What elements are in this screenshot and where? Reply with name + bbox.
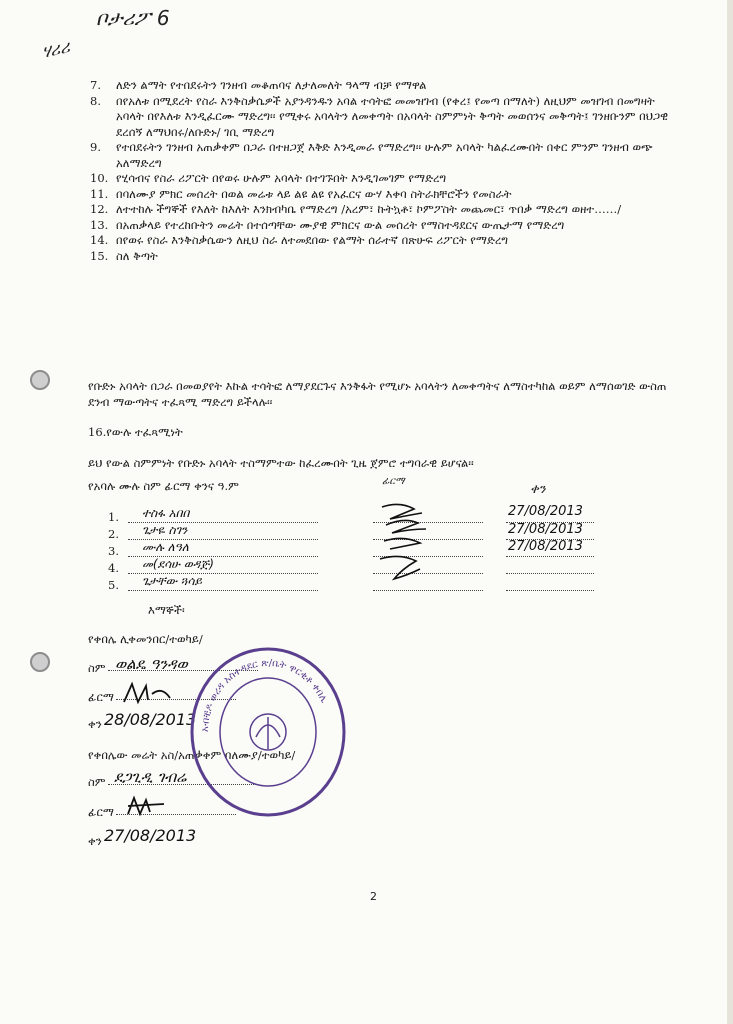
handwritten-sign-header: ፊርማ: [382, 476, 405, 487]
member-date: 27/08/2013: [508, 522, 583, 537]
receiver2-sign-label: ፊርማ: [88, 805, 114, 819]
receiver2-name: ደጋጊዲ ገብሬ: [114, 768, 187, 786]
member-name: ጌታቸው ጓሳይ: [142, 574, 202, 588]
section-16-text: ይህ የውል ስምምነት የቡድኑ አባላት ተስማምተው ከፈረሙበት ጊዜ ጀምሮ ተግባራዊ ይሆናል፡፡: [88, 456, 474, 470]
list-item: 12. ለተተከሉ ችግኞች የእለት ከእለት እንክብካቤ የማድረግ /አረም፣ ኩትኳቶ፣ ኮምፖስት መጨመር፣ ጥበቃ ማድረግ ወዘተ……/: [90, 202, 622, 216]
handwritten-corner-note: ቦታሪፖ 6: [96, 6, 170, 30]
table-row: 5. ጌታቸው ጓሳይ: [108, 578, 608, 594]
receiver1-title: የቀበሌ ሊቀመንበር/ተወካይ/: [88, 632, 203, 646]
receiver2-date-label: ቀን: [88, 834, 102, 848]
receiver1-name-label: ስም: [88, 661, 106, 675]
receiver1-sign-label: ፊርማ: [88, 690, 114, 704]
list-item: 11. በባለሙያ ምክር መሰረት በወል መሬቱ ላይ ልዩ ልዩ የአፈርና ውሃ እቀባ ስትራክቸሮችን የመስራት: [90, 186, 512, 201]
punch-hole-bottom: [30, 652, 50, 672]
stamp-text: አብቺዶ ወረዳ አስተዳደር ጽ/ቤት ዋርቂቶ ቀበሌ: [199, 657, 330, 733]
page-number: 2: [370, 890, 377, 903]
handwritten-margin-note: ሃሪሪ: [40, 37, 72, 63]
table-row: 3. ሙሉ ለዓለ 27/08/2013: [108, 544, 608, 560]
penalty-paragraph: የቡድኑ አባላት በጋራ በመወያየት እኩል ተሳትፎ ለማያደርጉና እንቅፋት የሚሆኑ አባላትን ለመቀጣትና ለማስተካከል ወይም ለማሰወገድ ውስጠ ደንብ ማውጣትና ተፈጻሚ ማድረግ ይችላሉ፡፡: [88, 379, 667, 409]
handwritten-date-header: ቀን: [530, 482, 546, 497]
list-item: 9. የተበደሩትን ገንዘብ አጠቃቀም በጋራ በተዘጋጀ እቅድ እንዲመራ የማድረግ፡፡ ሁሉም አባላት ካልፈረሙበት በቀር ምንም ገንዘብ ወጭ አለማድረግ: [90, 140, 653, 170]
member-date: 27/08/2013: [508, 504, 583, 519]
receiver1-date: 28/08/2013: [104, 710, 197, 729]
list-item: 13. በአጠቃላይ የተረከቡትን መሬት በተሰጣቸው ሙያዊ ምክርና ውል መሰረት የማስተዳደርና ውጤታማ የማድረግ: [90, 217, 565, 232]
table-row: 4. መ(ደሳሁ ወዳጅ): [108, 561, 608, 577]
receiver2-signature: [124, 794, 174, 820]
member-signatures-image: [370, 499, 450, 589]
list-item: 10. የሂሳብና የስራ ሪፖርት በየወሩ ሁሉም አባላት በተገኙበት እንዲገመገም የማድረግ: [90, 171, 447, 185]
receiver2-name-label: ስም: [88, 775, 106, 789]
list-item: 8. በየአለቱ በሚደረት የስራ እንቅስቃሴዎች አያንዳንዱን አባል ተሳትፎ መመዝገብ (የቀረ፤ የመጣ በማለት) ለዚህም መዝገብ በመግዛት አባላት በየእለቱ እንዲፈርሙ ማድረግ፡፡ የሚቀሩ አባላትን ለመቀጣት በአባላት ስምምነት ቅጣት መወሰንና መቅጣት፤ ገንዘቡንም በህጋዊ ደረሰኝ ለማህበሩ/ለቡድኑ/ ገቢ ማድረግ: [90, 93, 669, 139]
member-name: ጌታዬ ስገን: [142, 523, 188, 537]
list-item: 15. ስለ ቅጣት: [90, 248, 158, 263]
receiver2-title: የቀበሌው መሬት አስ/አጠቃቀም ባለሙያ/ተወካይ/: [88, 748, 296, 762]
member-name: ሙሉ ለዓለ: [142, 540, 189, 554]
member-date: 27/08/2013: [508, 539, 583, 554]
receiver1-signature: [118, 680, 178, 708]
table-row: 2. ጌታዬ ስገን 27/08/2013: [108, 527, 608, 543]
member-name: ተስፋ አበበ: [142, 506, 190, 520]
obligations-list: [90, 78, 670, 264]
list-item: 14. በየወሩ የስራ እንቅስቃሴውን ለዚህ ስራ ለተመደበው የልማት ሰራተኛ በጽሁፍ ሪፖርት የማድረግ: [90, 233, 509, 247]
official-stamp: [188, 645, 348, 820]
section-16-title: 16.የውሉ ተፈጻሚነት: [88, 425, 183, 439]
receiver1-name: ወልዴ ዓንዳወ: [115, 655, 188, 673]
table-row: 1. ተስፋ አበበ 27/08/2013: [108, 510, 608, 526]
witnesses-label: እማኞች፡: [148, 603, 185, 617]
list-item: 7. ለድን ልማት የተበደሩትን ገንዘብ መቆጠባና ለታለመለት ዓላማ ብቻ የማዋል: [90, 78, 427, 92]
receiver1-date-label: ቀን: [88, 717, 102, 731]
receiver2-date: 27/08/2013: [104, 826, 197, 845]
punch-hole-top: [30, 370, 50, 390]
members-header: የአባሉ ሙሉ ስም ፊርማ ቀንና ዓ.ም: [88, 479, 239, 493]
member-name: መ(ደሳሁ ወዳጅ): [142, 557, 214, 571]
